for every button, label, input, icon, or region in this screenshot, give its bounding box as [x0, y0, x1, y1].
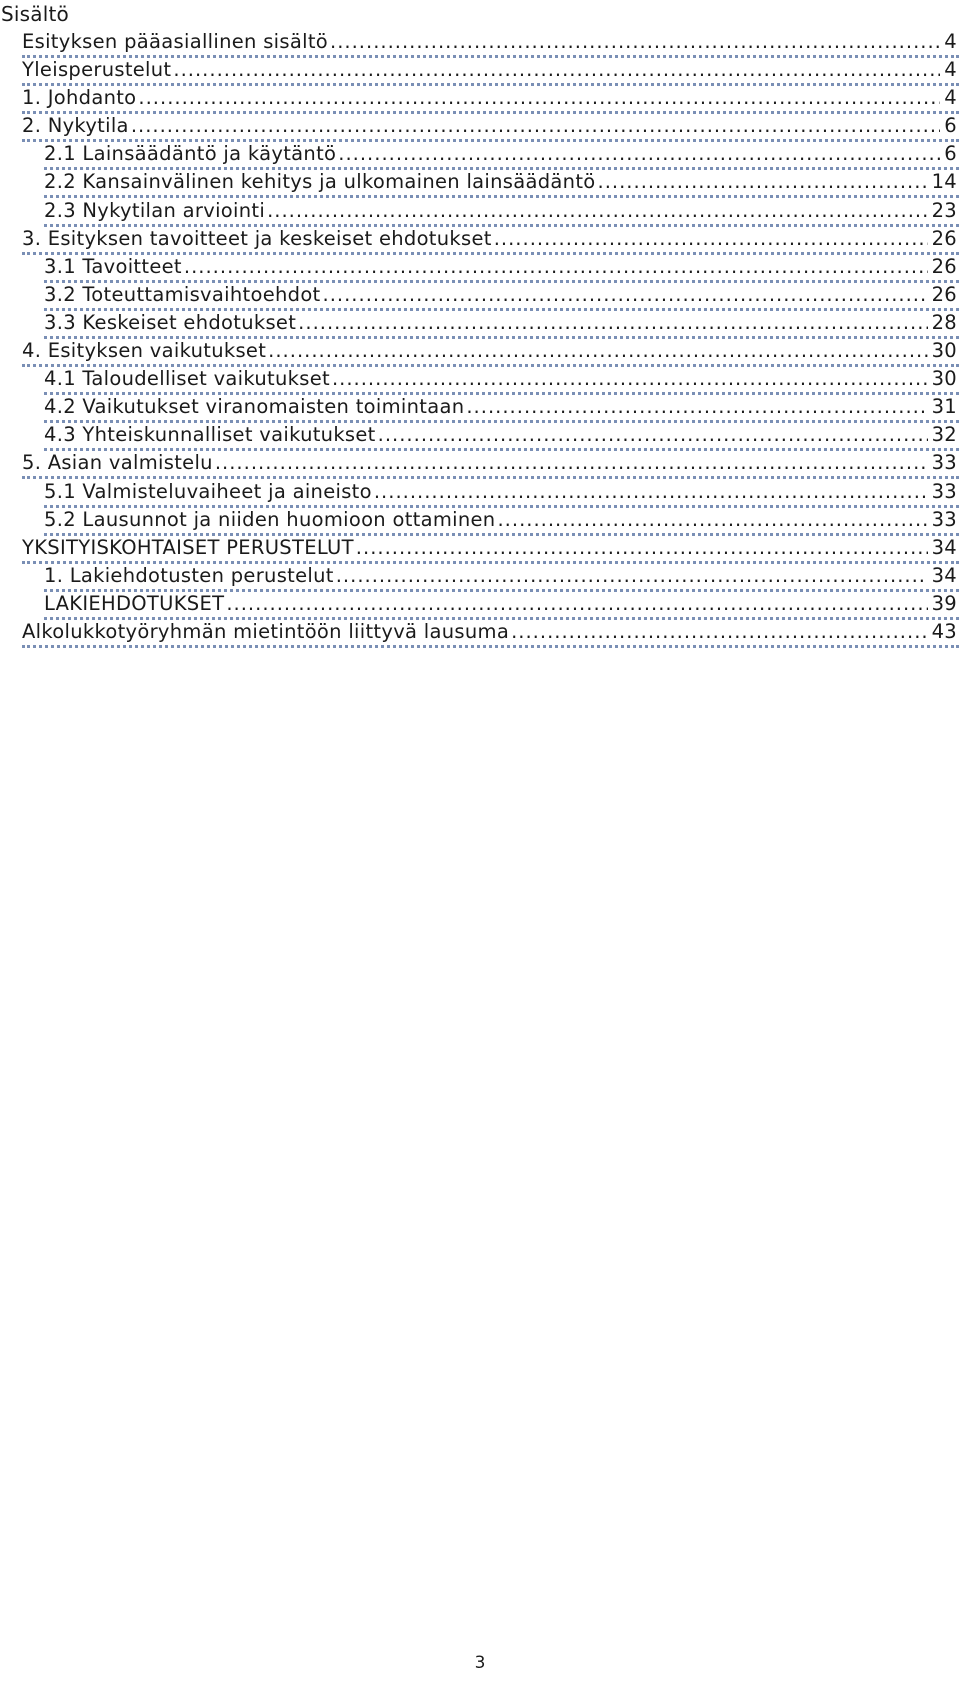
toc-dot-leader — [138, 85, 940, 111]
toc-dot-leader — [131, 113, 940, 139]
toc-row — [0, 113, 960, 141]
toc-dot-leader — [226, 591, 927, 617]
toc-entry-page-number: 26 — [931, 254, 957, 278]
toc-dot-leader — [374, 479, 928, 505]
toc-entry-page-number: 4 — [944, 86, 957, 110]
toc-dot-leader — [598, 169, 928, 195]
toc-entry-page-number: 32 — [931, 423, 957, 447]
toc-row — [0, 57, 960, 85]
toc-row — [0, 450, 960, 478]
toc-entry-title: 5.1 Valmisteluvaiheet ja aineisto — [44, 479, 372, 503]
toc-dot-leader — [497, 507, 927, 533]
toc-entry-title: 2.3 Nykytilan arviointi — [44, 198, 266, 222]
toc-entry-link[interactable] — [22, 535, 959, 564]
toc-row — [0, 169, 960, 197]
toc-entry-page-number: 23 — [931, 198, 957, 222]
toc-row — [0, 563, 960, 591]
toc-entry-link[interactable] — [22, 450, 959, 479]
toc-row — [0, 422, 960, 450]
toc-entry-link[interactable] — [44, 169, 959, 198]
toc-entry-page-number: 6 — [944, 114, 957, 138]
toc-entry-title: 3.3 Keskeiset ehdotukset — [44, 310, 297, 334]
toc-dot-leader — [511, 619, 928, 645]
toc-dot-leader — [378, 422, 928, 448]
toc-entry-page-number: 43 — [931, 619, 957, 643]
toc-entry-title: LAKIEHDOTUKSET — [44, 591, 225, 615]
toc-entry-title: Esityksen pääasiallinen sisältö — [22, 30, 328, 53]
toc-entry-title: 5. Asian valmistelu — [22, 451, 213, 475]
toc-entry-link[interactable] — [44, 507, 959, 536]
toc-dot-leader — [323, 282, 928, 308]
toc-entry-link[interactable] — [22, 338, 959, 367]
toc-entry-title: Yleisperustelut — [22, 58, 172, 82]
toc-entry-page-number: 30 — [931, 367, 957, 391]
toc-entry-page-number: 31 — [931, 395, 957, 419]
toc-dot-leader — [173, 57, 940, 83]
toc-entry-page-number: 34 — [931, 535, 957, 559]
toc-entry-title: 1. Lakiehdotusten perustelut — [44, 563, 334, 587]
toc-dot-leader — [336, 563, 928, 589]
toc-entry-title: YKSITYISKOHTAISET PERUSTELUT — [22, 535, 354, 559]
toc-entry-link[interactable] — [44, 254, 959, 283]
toc-entry-page-number: 4 — [944, 30, 957, 53]
toc-entry-title: 4. Esityksen vaikutukset — [22, 339, 267, 363]
toc-row — [0, 479, 960, 507]
toc-entry-link[interactable] — [44, 282, 959, 311]
toc-entry-title: 2.2 Kansainvälinen kehitys ja ulkomainen lainsäädäntö — [44, 170, 596, 194]
toc-row — [0, 141, 960, 169]
toc-dot-leader — [330, 29, 940, 55]
toc-dot-leader — [332, 366, 928, 392]
toc-row — [0, 29, 960, 57]
toc-entry-link[interactable] — [22, 113, 959, 142]
toc-dot-leader — [298, 310, 927, 336]
toc-entry-page-number: 6 — [944, 142, 957, 166]
toc-entry-page-number: 33 — [931, 451, 957, 475]
toc-dot-leader — [466, 394, 927, 420]
page-number: 3 — [474, 1653, 486, 1673]
toc-entry-link[interactable] — [44, 422, 959, 451]
toc-row — [0, 366, 960, 394]
toc-entry-link[interactable] — [22, 85, 959, 114]
toc-entry-title: 2.1 Lainsäädäntö ja käytäntö — [44, 142, 337, 166]
toc-entry-title: 3. Esityksen tavoitteet ja keskeiset ehdotukset — [22, 226, 492, 250]
toc-entry-page-number: 33 — [931, 479, 957, 503]
toc-row — [0, 254, 960, 282]
toc-entry-link[interactable] — [22, 619, 959, 648]
toc-entry-title: 4.3 Yhteiskunnalliset vaikutukset — [44, 423, 376, 447]
toc-row — [0, 338, 960, 366]
toc-entry-link[interactable] — [44, 394, 959, 423]
toc-row — [0, 591, 960, 619]
toc-entry-page-number: 4 — [944, 58, 957, 82]
toc-entry-page-number: 14 — [931, 170, 957, 194]
toc-dot-leader — [267, 198, 928, 224]
toc-entry-link[interactable] — [22, 226, 959, 255]
toc-entry-link[interactable] — [44, 591, 959, 620]
toc-entry-title: 1. Johdanto — [22, 86, 137, 110]
toc-dot-leader — [184, 254, 928, 280]
toc-entry-page-number: 26 — [931, 282, 957, 306]
toc-dot-leader — [494, 226, 928, 252]
toc-entry-title: 3.1 Tavoitteet — [44, 254, 182, 278]
toc-entry-title: 4.1 Taloudelliset vaikutukset — [44, 367, 330, 391]
toc-entry-title: Alkolukkotyöryhmän mietintöön liittyvä lausuma — [22, 619, 510, 643]
toc-entry-page-number: 34 — [931, 563, 957, 587]
toc-dot-leader — [338, 141, 940, 167]
toc-entry-link[interactable] — [44, 198, 959, 227]
toc-dot-leader — [268, 338, 927, 364]
toc-entry-link[interactable] — [44, 366, 959, 395]
toc-entry-page-number: 39 — [931, 591, 957, 615]
toc-entry-link[interactable] — [44, 310, 959, 339]
toc-entry-link[interactable] — [44, 479, 959, 508]
toc-entry-page-number: 28 — [931, 310, 957, 334]
toc-row — [0, 282, 960, 310]
toc-entry-page-number: 33 — [931, 507, 957, 531]
toc-entry-title: 2. Nykytila — [22, 114, 129, 138]
toc-entry-page-number: 30 — [931, 339, 957, 363]
page-title: Sisältö — [1, 2, 69, 26]
toc-entry-title: 3.2 Toteuttamisvaihtoehdot — [44, 282, 321, 306]
toc-row — [0, 310, 960, 338]
toc-row — [0, 394, 960, 422]
toc-row — [0, 619, 960, 647]
toc-entry-page-number: 26 — [931, 226, 957, 250]
toc-entry-title: 4.2 Vaikutukset viranomaisten toimintaan — [44, 395, 465, 419]
toc-row — [0, 198, 960, 226]
toc-row — [0, 535, 960, 563]
toc-dot-leader — [215, 450, 928, 476]
toc-entry-link[interactable] — [22, 29, 959, 58]
toc-entry-link[interactable] — [44, 563, 959, 592]
toc-entry-link[interactable] — [44, 141, 959, 170]
toc-row — [0, 85, 960, 113]
table-of-contents — [0, 29, 960, 647]
toc-row — [0, 507, 960, 535]
toc-entry-title: 5.2 Lausunnot ja niiden huomioon ottaminen — [44, 507, 496, 531]
toc-dot-leader — [356, 535, 928, 561]
toc-entry-link[interactable] — [22, 57, 959, 86]
toc-row — [0, 226, 960, 254]
